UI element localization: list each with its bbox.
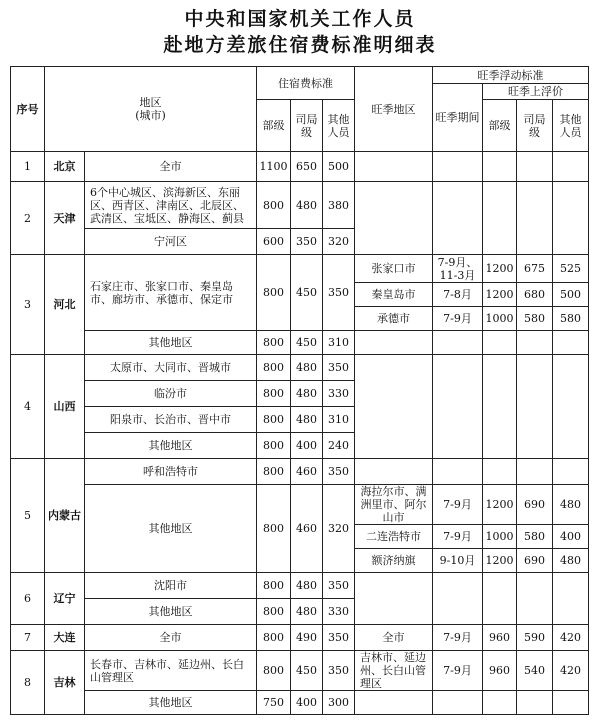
area-cell: 全市	[85, 152, 257, 182]
area-cell: 沈阳市	[85, 573, 257, 599]
title-line-1: 中央和国家机关工作人员	[184, 8, 416, 30]
peak-period-cell	[433, 459, 483, 485]
peak-other-cell: 480	[553, 549, 589, 573]
table-row	[11, 152, 589, 182]
bu-cell: 800	[257, 255, 291, 331]
other-cell: 350	[323, 459, 355, 485]
peak-other-cell	[553, 459, 589, 485]
peak-bu-cell	[483, 152, 517, 182]
bu-cell: 800	[257, 433, 291, 459]
peak-bu-cell	[483, 573, 517, 625]
other-cell: 310	[323, 331, 355, 355]
bu-cell: 750	[257, 691, 291, 715]
peak-other-cell	[553, 355, 589, 459]
table-row	[11, 355, 589, 381]
peak-period-cell: 7-9月	[433, 525, 483, 549]
peak-other-cell: 525	[553, 255, 589, 283]
peak-si-cell: 590	[517, 625, 553, 651]
header-bu-peak: 部级	[483, 100, 517, 152]
si-cell: 480	[291, 599, 323, 625]
seq-cell: 2	[11, 182, 45, 255]
peak-bu-cell: 1200	[483, 283, 517, 307]
other-cell: 330	[323, 381, 355, 407]
province-cell: 辽宁	[45, 573, 85, 625]
seq-cell: 8	[11, 651, 45, 715]
peak-region-cell	[355, 331, 433, 355]
peak-period-cell	[433, 152, 483, 182]
province-cell: 大连	[45, 625, 85, 651]
peak-si-cell	[517, 691, 553, 715]
bu-cell: 800	[257, 625, 291, 651]
header-other-peak: 其他 人员	[553, 100, 589, 152]
peak-si-cell: 690	[517, 549, 553, 573]
other-cell: 310	[323, 407, 355, 433]
peak-period-cell: 9-10月	[433, 549, 483, 573]
peak-period-cell	[433, 355, 483, 459]
peak-other-cell: 400	[553, 525, 589, 549]
si-cell: 480	[291, 182, 323, 229]
bu-cell: 800	[257, 381, 291, 407]
seq-cell: 5	[11, 459, 45, 573]
peak-bu-cell: 1200	[483, 485, 517, 525]
header-si-peak: 司局级	[517, 100, 553, 152]
peak-other-cell: 420	[553, 625, 589, 651]
area-cell: 其他地区	[85, 331, 257, 355]
peak-period-cell: 7-9月	[433, 485, 483, 525]
si-cell: 400	[291, 691, 323, 715]
seq-cell: 1	[11, 152, 45, 182]
other-cell: 350	[323, 625, 355, 651]
peak-other-cell	[553, 691, 589, 715]
peak-period-cell	[433, 573, 483, 625]
table-row	[11, 651, 589, 691]
si-cell: 480	[291, 573, 323, 599]
table-row	[11, 459, 589, 485]
peak-si-cell	[517, 331, 553, 355]
si-cell: 450	[291, 651, 323, 691]
seq-cell: 7	[11, 625, 45, 651]
area-cell: 其他地区	[85, 691, 257, 715]
peak-si-cell: 580	[517, 525, 553, 549]
bu-cell: 800	[257, 407, 291, 433]
area-cell: 阳泉市、长治市、晋中市	[85, 407, 257, 433]
other-cell: 350	[323, 355, 355, 381]
other-cell: 350	[323, 573, 355, 599]
peak-si-cell	[517, 459, 553, 485]
bu-cell: 800	[257, 573, 291, 599]
peak-si-cell: 675	[517, 255, 553, 283]
province-cell: 天津	[45, 182, 85, 255]
bu-cell: 800	[257, 331, 291, 355]
peak-bu-cell: 960	[483, 651, 517, 691]
table-row	[11, 255, 589, 283]
peak-bu-cell	[483, 331, 517, 355]
peak-region-cell	[355, 182, 433, 255]
seq-cell: 4	[11, 355, 45, 459]
other-cell: 320	[323, 229, 355, 255]
peak-bu-cell: 1200	[483, 549, 517, 573]
peak-period-cell: 7-9月	[433, 625, 483, 651]
area-cell: 其他地区	[85, 485, 257, 573]
peak-other-cell	[553, 331, 589, 355]
area-cell: 临汾市	[85, 381, 257, 407]
peak-period-cell: 7-9月	[433, 307, 483, 331]
peak-region-cell: 承德市	[355, 307, 433, 331]
peak-period-cell: 7-8月	[433, 283, 483, 307]
peak-si-cell	[517, 573, 553, 625]
header-peak-upper: 旺季上浮价	[483, 84, 589, 100]
other-cell: 320	[323, 485, 355, 573]
area-cell: 6个中心城区、滨海新区、东丽区、西青区、津南区、北辰区、武清区、宝坻区、静海区、蓟县	[85, 182, 257, 229]
peak-si-cell: 680	[517, 283, 553, 307]
province-cell: 内蒙古	[45, 459, 85, 573]
si-cell: 490	[291, 625, 323, 651]
table-row	[11, 573, 589, 599]
header-seq: 序号	[11, 67, 45, 152]
bu-cell: 800	[257, 182, 291, 229]
peak-region-cell	[355, 355, 433, 459]
header-si: 司局 级	[291, 100, 323, 152]
peak-si-cell	[517, 182, 553, 255]
peak-other-cell: 580	[553, 307, 589, 331]
peak-region-cell	[355, 152, 433, 182]
peak-bu-cell	[483, 691, 517, 715]
peak-region-cell	[355, 459, 433, 485]
si-cell: 480	[291, 407, 323, 433]
other-cell: 350	[323, 255, 355, 331]
si-cell: 650	[291, 152, 323, 182]
province-cell: 吉林	[45, 651, 85, 715]
peak-bu-cell: 1000	[483, 307, 517, 331]
other-cell: 380	[323, 182, 355, 229]
peak-period-cell	[433, 691, 483, 715]
bu-cell: 800	[257, 355, 291, 381]
si-cell: 480	[291, 355, 323, 381]
peak-bu-cell: 1200	[483, 255, 517, 283]
other-cell: 240	[323, 433, 355, 459]
si-cell: 460	[291, 459, 323, 485]
area-cell: 石家庄市、张家口市、秦皇岛市、廊坊市、承德市、保定市	[85, 255, 257, 331]
area-cell: 其他地区	[85, 433, 257, 459]
peak-other-cell	[553, 152, 589, 182]
peak-bu-cell	[483, 182, 517, 255]
peak-period-cell: 7-9月	[433, 651, 483, 691]
other-cell: 300	[323, 691, 355, 715]
table-row	[11, 691, 589, 715]
peak-region-cell: 秦皇岛市	[355, 283, 433, 307]
other-cell: 500	[323, 152, 355, 182]
header-peak-period: 旺季期间	[433, 84, 483, 152]
header-lodging-standard: 住宿费标准	[257, 67, 355, 100]
header-bu: 部级	[257, 100, 291, 152]
header-peak-float: 旺季浮动标准	[433, 67, 589, 84]
peak-other-cell	[553, 573, 589, 625]
peak-region-cell: 全市	[355, 625, 433, 651]
peak-other-cell: 500	[553, 283, 589, 307]
peak-region-cell: 吉林市、延边州、长白山管理区	[355, 651, 433, 691]
peak-region-cell	[355, 691, 433, 715]
peak-si-cell: 690	[517, 485, 553, 525]
province-cell: 北京	[45, 152, 85, 182]
peak-si-cell: 580	[517, 307, 553, 331]
peak-period-cell	[433, 182, 483, 255]
table-row	[11, 625, 589, 651]
area-cell: 全市	[85, 625, 257, 651]
peak-bu-cell	[483, 459, 517, 485]
peak-bu-cell: 1000	[483, 525, 517, 549]
peak-si-cell	[517, 152, 553, 182]
peak-bu-cell	[483, 355, 517, 459]
peak-bu-cell: 960	[483, 625, 517, 651]
peak-other-cell: 420	[553, 651, 589, 691]
si-cell: 480	[291, 381, 323, 407]
si-cell: 350	[291, 229, 323, 255]
bu-cell: 800	[257, 459, 291, 485]
province-cell: 河北	[45, 255, 85, 355]
si-cell: 450	[291, 331, 323, 355]
si-cell: 460	[291, 485, 323, 573]
header-region: 地区 (城市)	[45, 67, 257, 152]
title-line-2: 赴地方差旅住宿费标准明细表	[163, 34, 437, 56]
peak-region-cell	[355, 573, 433, 625]
bu-cell: 800	[257, 599, 291, 625]
area-cell: 太原市、大同市、晋城市	[85, 355, 257, 381]
area-cell: 长春市、吉林市、延边州、长白山管理区	[85, 651, 257, 691]
seq-cell: 6	[11, 573, 45, 625]
peak-other-cell: 480	[553, 485, 589, 525]
table-row	[11, 182, 589, 229]
province-cell: 山西	[45, 355, 85, 459]
peak-other-cell	[553, 182, 589, 255]
header-other: 其他 人员	[323, 100, 355, 152]
si-cell: 400	[291, 433, 323, 459]
bu-cell: 800	[257, 651, 291, 691]
seq-cell: 3	[11, 255, 45, 355]
bu-cell: 600	[257, 229, 291, 255]
header-peak-region: 旺季地区	[355, 67, 433, 152]
table-row	[11, 331, 589, 355]
lodging-standard-table	[10, 66, 589, 715]
peak-region-cell: 额济纳旗	[355, 549, 433, 573]
peak-region-cell: 海拉尔市、满洲里市、阿尔山市	[355, 485, 433, 525]
area-cell: 宁河区	[85, 229, 257, 255]
peak-si-cell: 540	[517, 651, 553, 691]
peak-period-cell	[433, 331, 483, 355]
peak-region-cell: 二连浩特市	[355, 525, 433, 549]
other-cell: 330	[323, 599, 355, 625]
bu-cell: 1100	[257, 152, 291, 182]
peak-si-cell	[517, 355, 553, 459]
si-cell: 450	[291, 255, 323, 331]
table-row	[11, 485, 589, 525]
area-cell: 呼和浩特市	[85, 459, 257, 485]
bu-cell: 800	[257, 485, 291, 573]
peak-period-cell: 7-9月、11-3月	[433, 255, 483, 283]
peak-region-cell: 张家口市	[355, 255, 433, 283]
other-cell: 350	[323, 651, 355, 691]
area-cell: 其他地区	[85, 599, 257, 625]
